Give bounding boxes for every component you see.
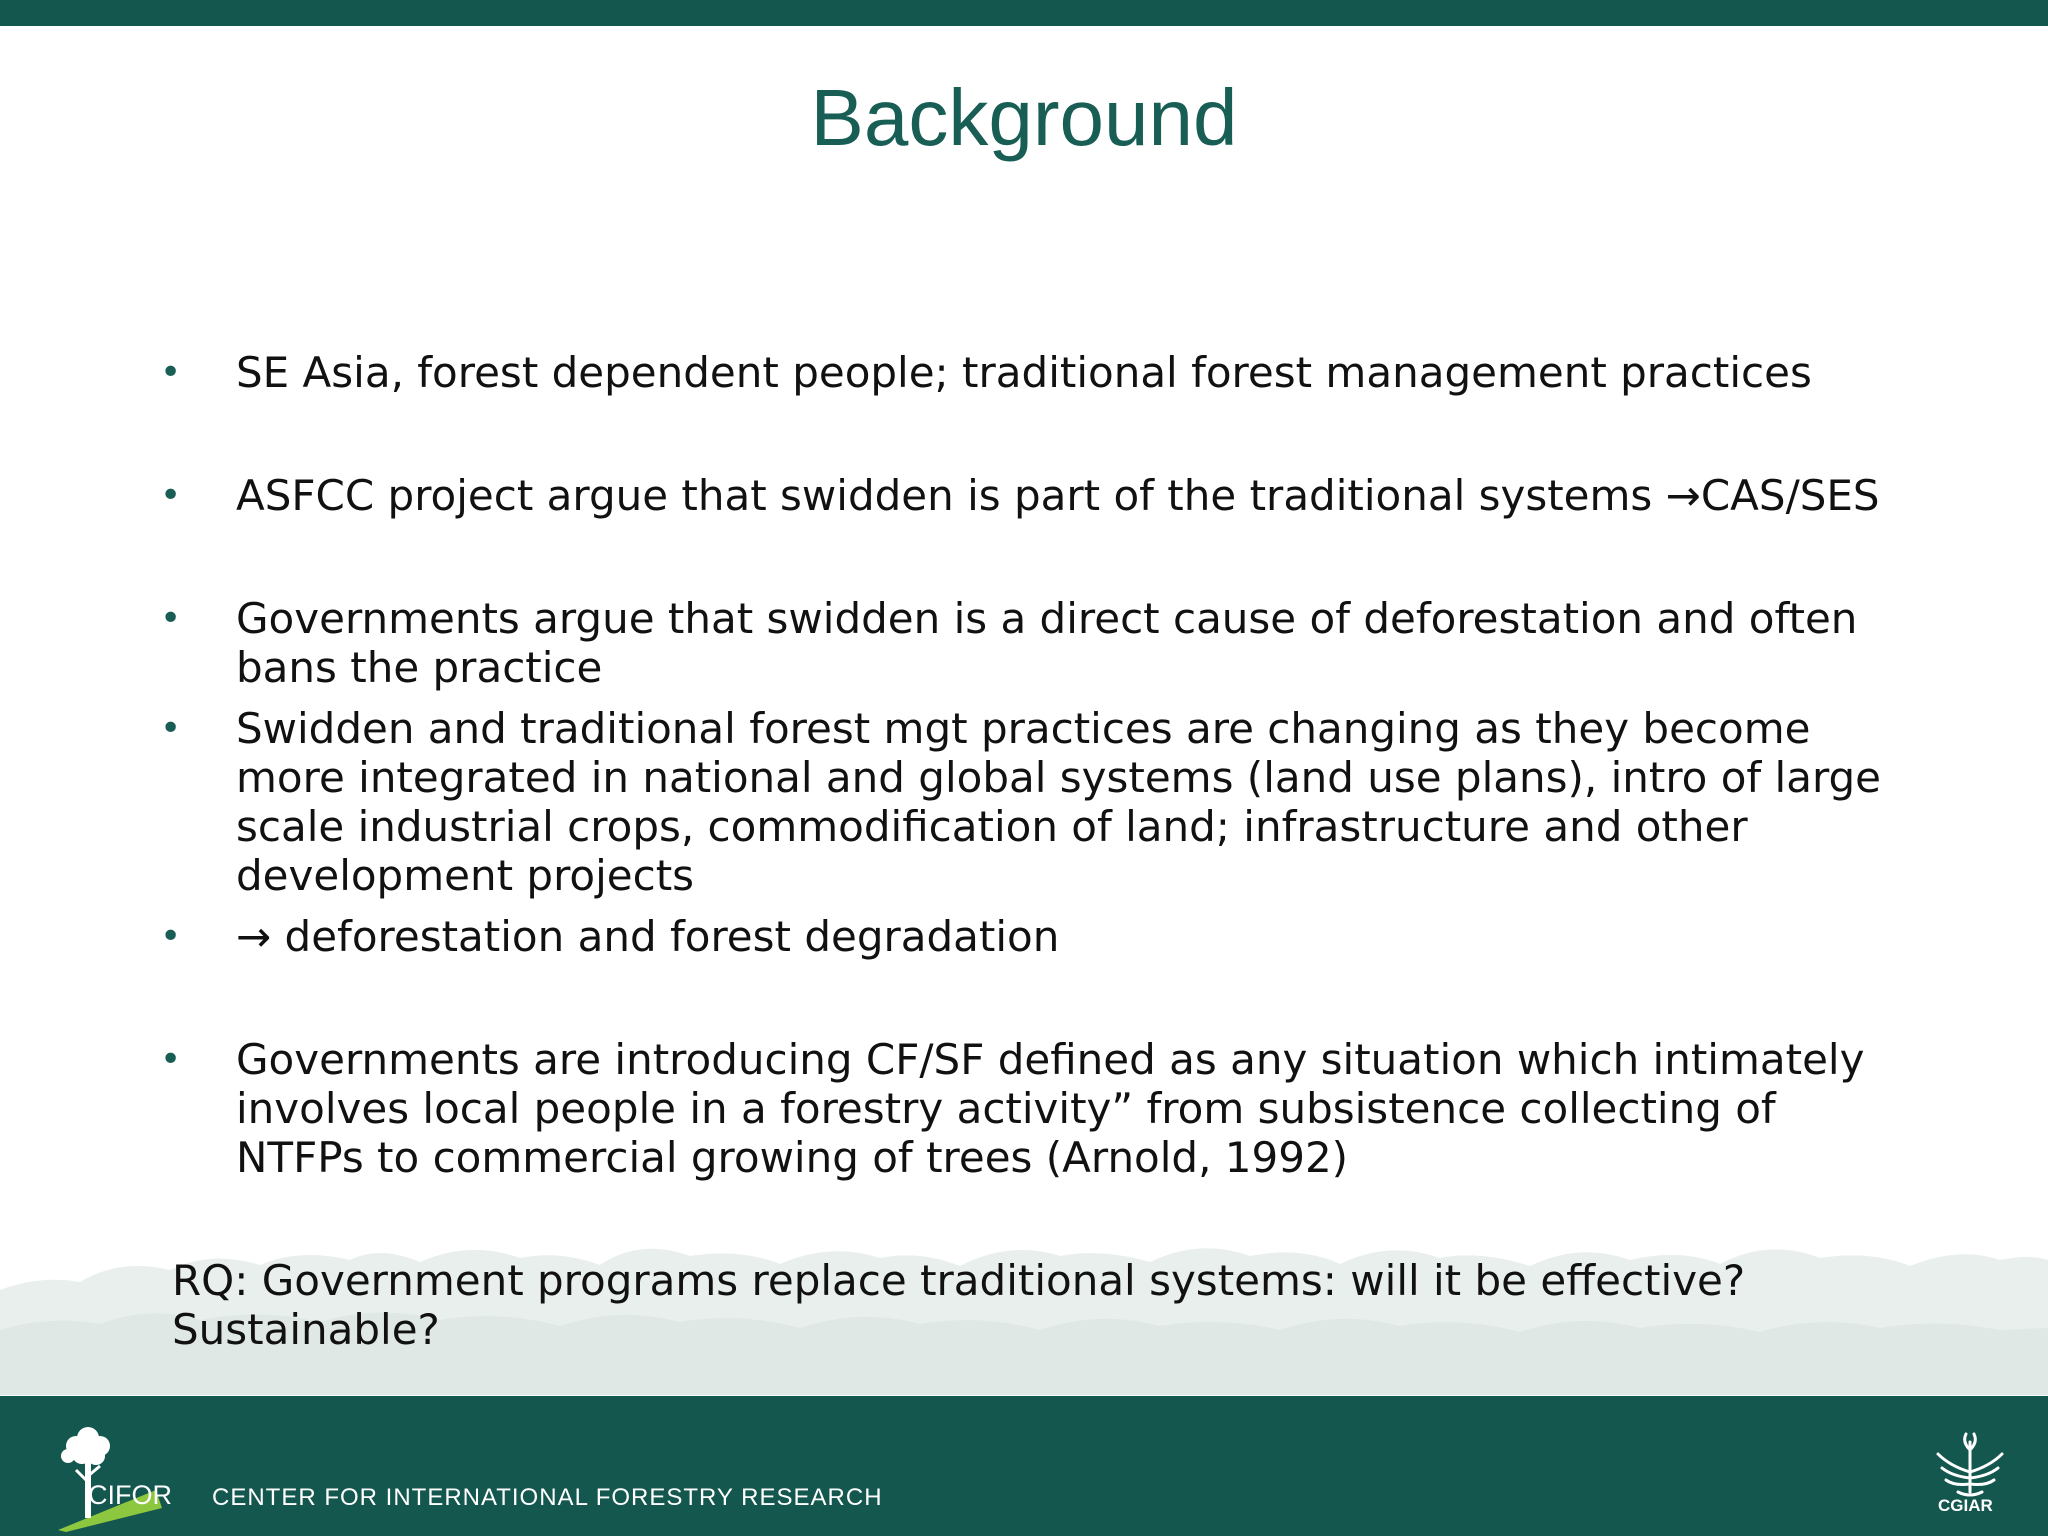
bullet-dot: • <box>160 916 182 957</box>
top-bar <box>0 0 2048 26</box>
bullet-text: SE Asia, forest dependent people; traditional forest management practices <box>236 348 1812 397</box>
slide-title: Background <box>810 73 1238 162</box>
cifor-tree-logo-icon <box>52 1422 172 1532</box>
bullet-dot: • <box>160 475 182 516</box>
bullet-item <box>160 1035 1896 1182</box>
bullet-text: Swidden and traditional forest mgt practices are changing as they become more integrated in national and global systems (land use plans), intro of large scale industrial crops, commodification of land; infrastructure and other development projects <box>236 704 1881 900</box>
cgiar-wordmark: CGIAR <box>1938 1496 1993 1515</box>
cifor-wordmark: CIFOR <box>88 1480 172 1510</box>
bullet-text: ASFCC project argue that swidden is part of the traditional systems →CAS/SES <box>236 471 1880 520</box>
footer-bar <box>0 1396 2048 1536</box>
bullet-dot: • <box>160 598 182 639</box>
bullet-item <box>160 594 1896 692</box>
bullet-item <box>160 704 1896 900</box>
bullet-item <box>160 471 1896 520</box>
bullet-dot: • <box>160 708 182 749</box>
research-question: RQ: Government programs replace traditional systems: will it be effective? Sustainable? <box>172 1256 1746 1354</box>
bullet-dot: • <box>160 1039 182 1080</box>
bullet-item <box>160 348 1896 397</box>
bullet-dot: • <box>160 352 182 393</box>
bullet-text: Governments argue that swidden is a direct cause of deforestation and often bans the practice <box>236 594 1858 692</box>
organization-name: CENTER FOR INTERNATIONAL FORESTRY RESEARCH <box>212 1484 883 1511</box>
bullet-item <box>160 912 1896 961</box>
cgiar-logo-icon <box>1932 1432 2008 1500</box>
bullet-text: → deforestation and forest degradation <box>236 912 1060 961</box>
bullet-text: Governments are introducing CF/SF defined as any situation which intimately involves local people in a forestry activity” from subsistence collecting of NTFPs to commercial growing of trees (Arnold, 1992) <box>236 1035 1865 1182</box>
